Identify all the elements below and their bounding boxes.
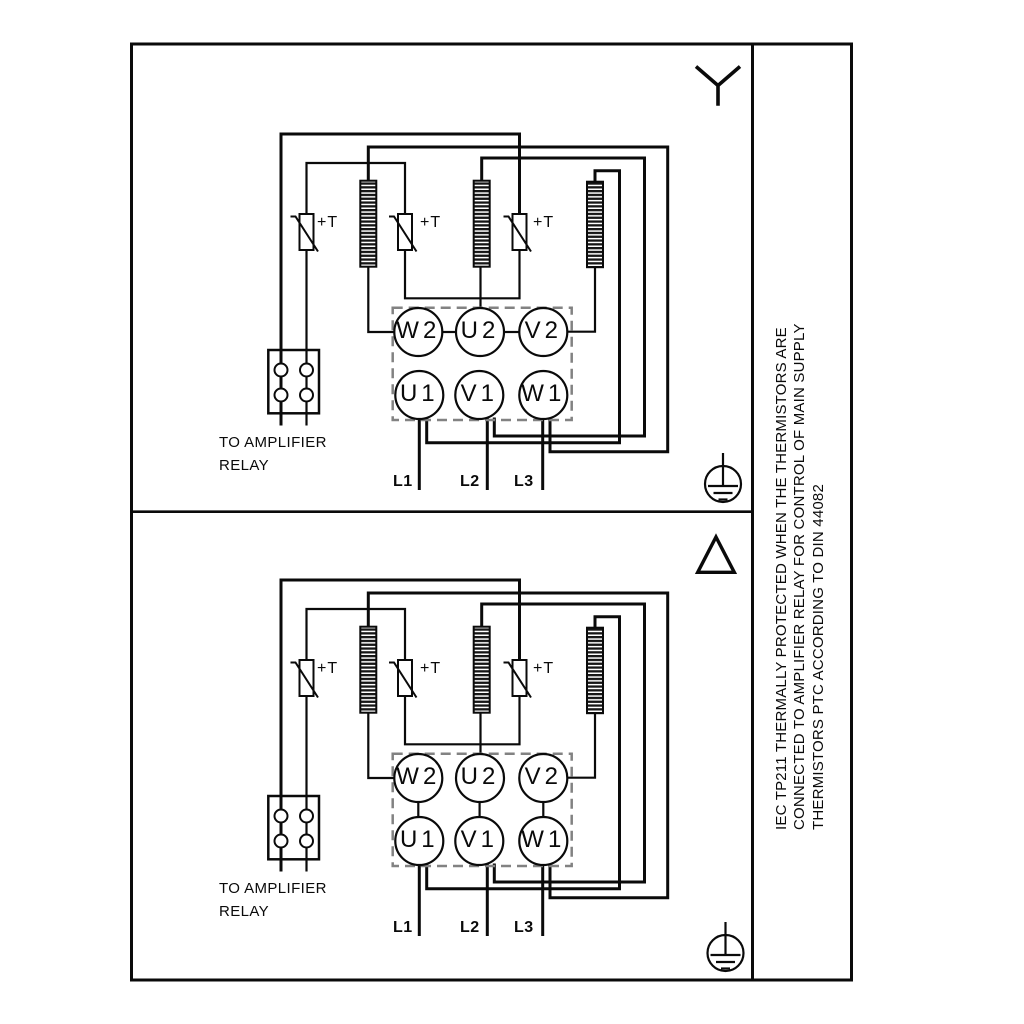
supply-label-l1: L1 [393,473,413,490]
thermistor-label: +T [533,660,555,677]
relay-note-line2: RELAY [219,902,270,920]
delta-connection-icon [698,537,735,572]
terminal-label-v1: V1 [460,379,498,407]
terminal-label-v1: V1 [460,825,498,853]
side-note-line: CONNECTED TO AMPLIFIER RELAY FOR CONTROL OF MAIN SUPPLY [791,323,809,830]
side-note-line: THERMISTORS PTC ACCORDING TO DIN 44082 [809,483,827,830]
terminal-label-w1: W1 [521,379,566,407]
thermistor-label: +T [420,660,442,677]
supply-label-l3: L3 [514,473,534,490]
supply-label-l1: L1 [393,919,413,936]
supply-label-l2: L2 [460,473,480,490]
terminal-label-v2: V2 [524,762,562,790]
thermistor-label: +T [533,214,555,231]
side-note-line: IEC TP211 THERMALLY PROTECTED WHEN THE THERMISTORS ARE [773,327,790,830]
thermistor-label: +T [317,660,339,677]
terminal-label-u1: U1 [399,379,439,407]
earth-icon [705,453,741,502]
star-connection-icon [696,67,740,106]
motor-circuit-delta-panel [268,580,667,936]
terminal-label-w2: W2 [396,762,441,790]
motor-circuit-star-panel [268,134,667,490]
relay-note-line1: TO AMPLIFIER [219,880,327,897]
supply-label-l2: L2 [460,919,480,936]
terminal-label-u1: U1 [399,825,439,853]
delta-terminal-links [418,802,543,817]
relay-note-line1: TO AMPLIFIER [219,434,327,451]
terminal-label-u2: U2 [460,762,500,790]
terminal-label-v2: V2 [524,316,562,344]
thermistor-label: +T [317,214,339,231]
supply-label-l3: L3 [514,919,534,936]
terminal-label-u2: U2 [460,316,500,344]
terminal-label-w1: W1 [521,825,566,853]
terminal-label-w2: W2 [396,316,441,344]
earth-icon [708,922,744,971]
side-note [773,323,828,830]
thermistor-label: +T [420,214,442,231]
relay-note-line2: RELAY [219,456,270,474]
